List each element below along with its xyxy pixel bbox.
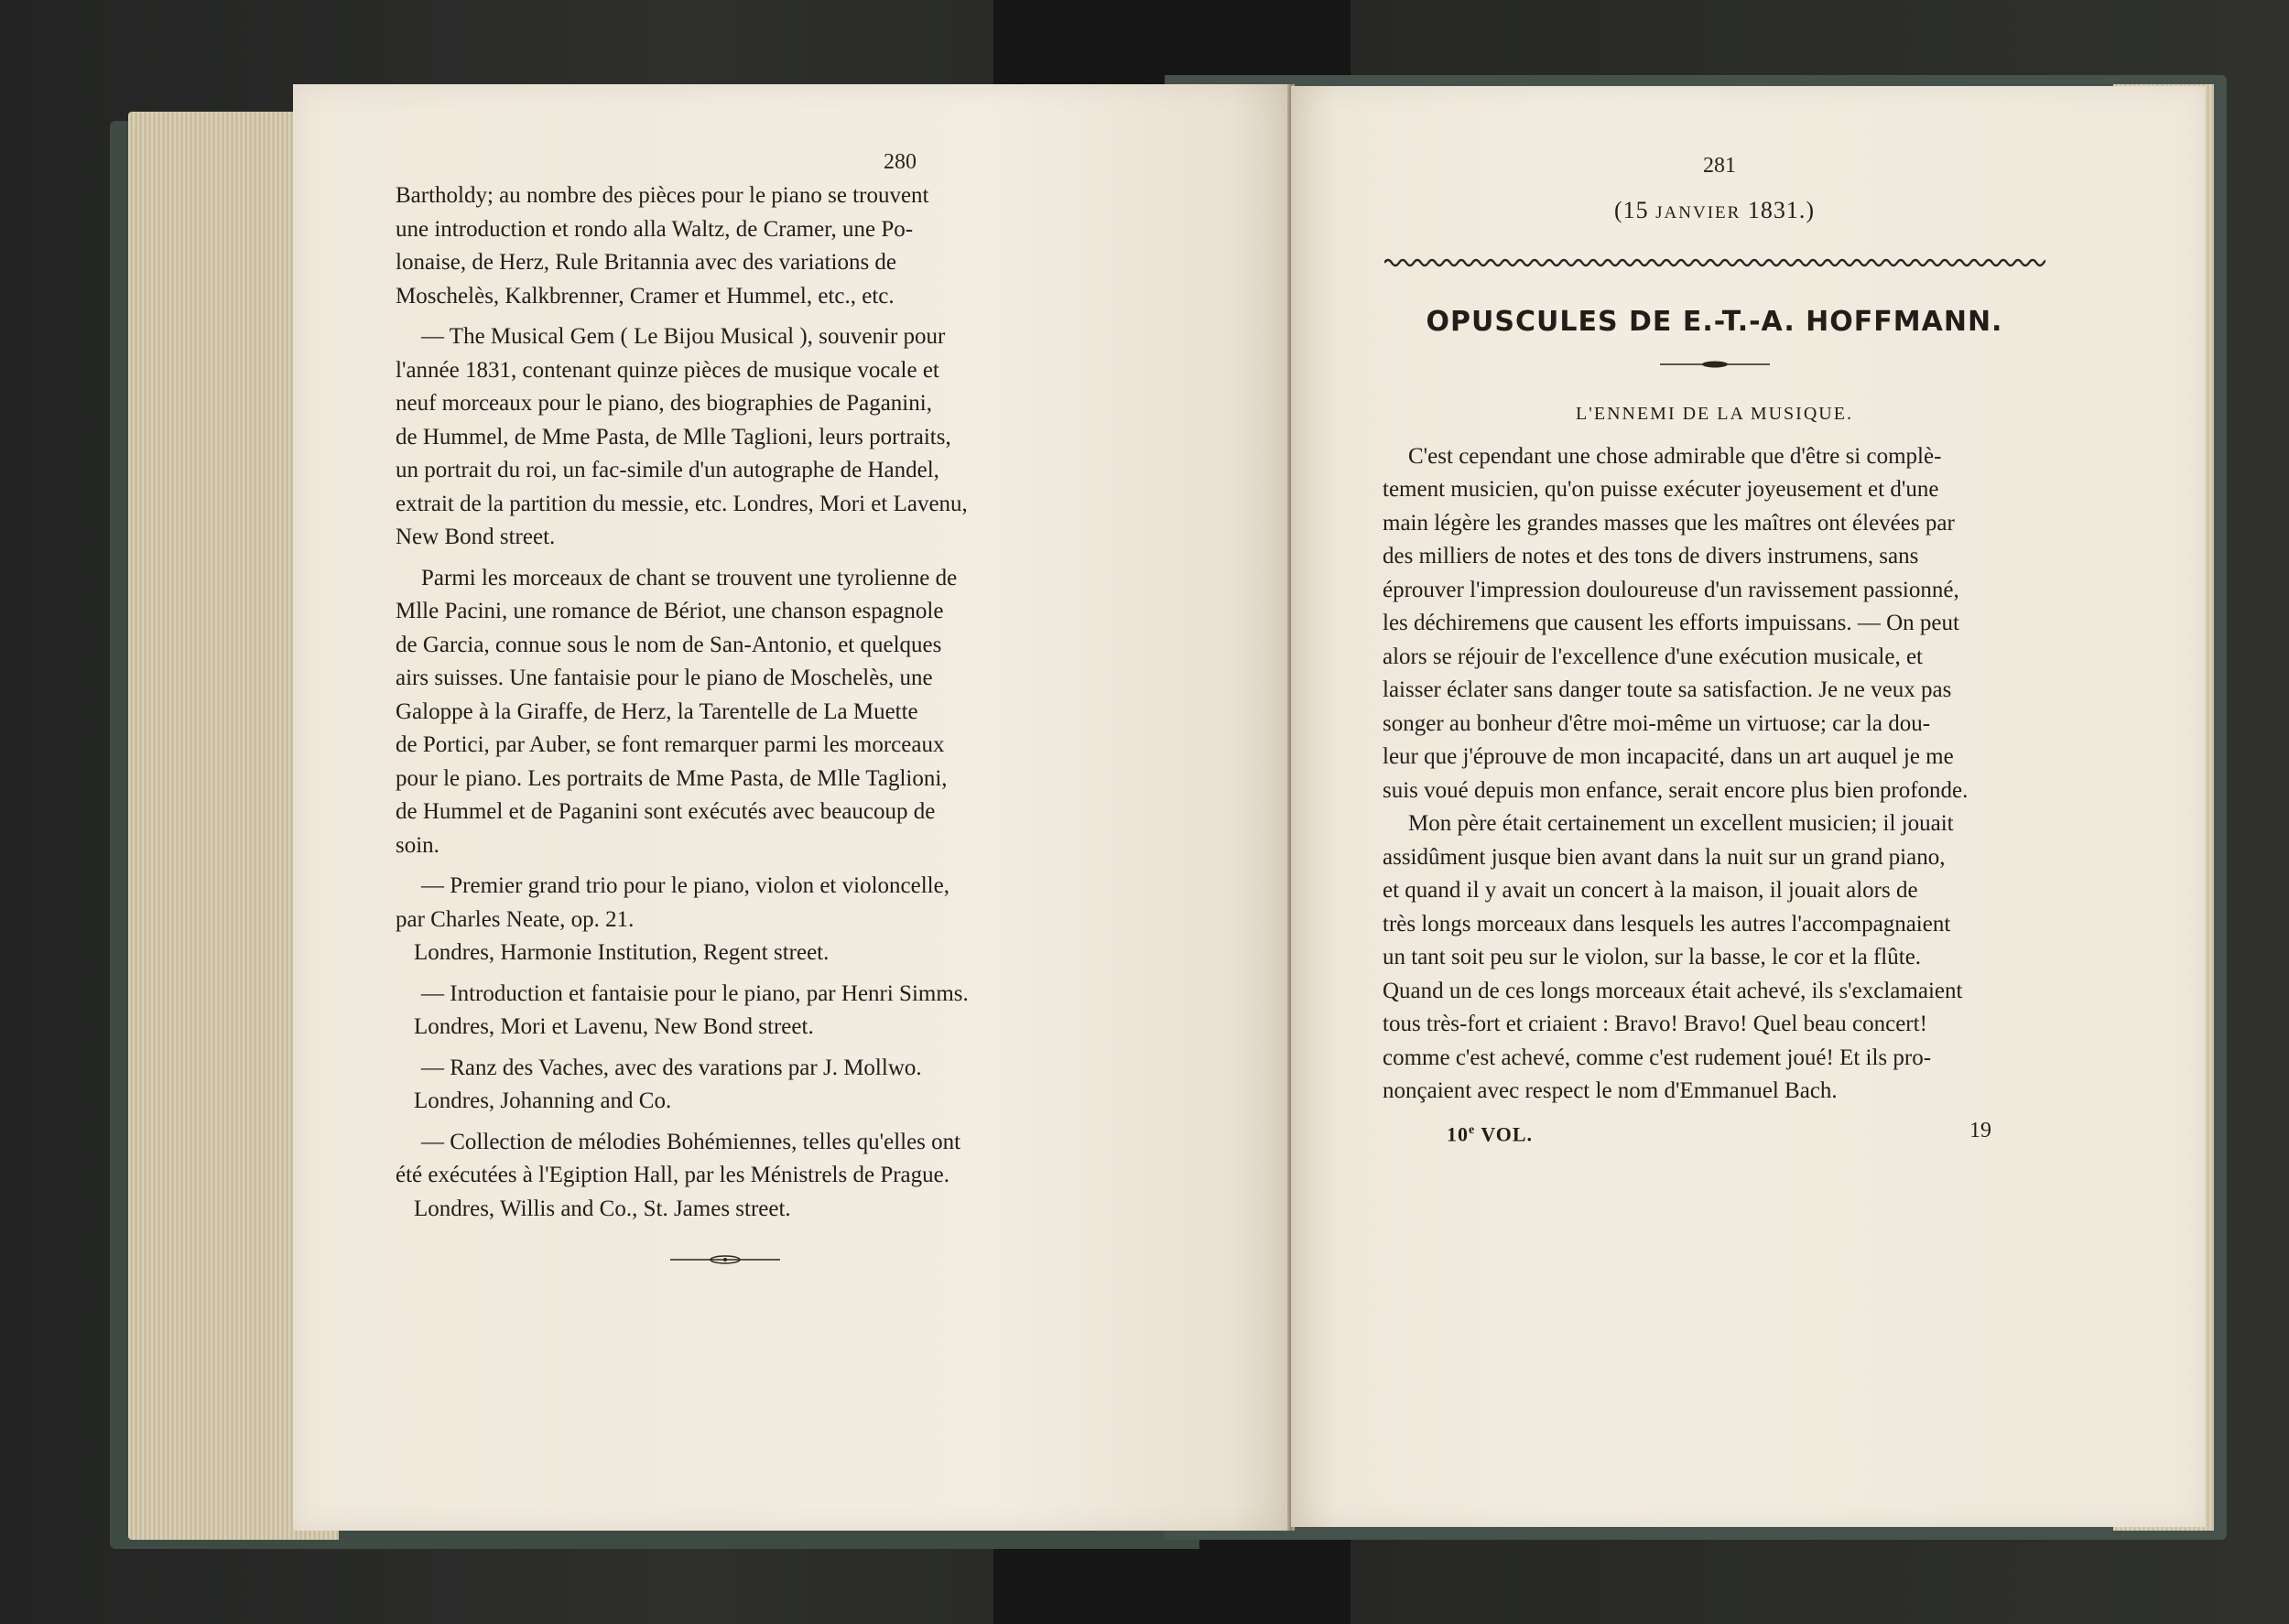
issue-date bbox=[1383, 194, 2046, 231]
left-page bbox=[293, 84, 1291, 1531]
text-line: — The Musical Gem ( Le Bijou Musical ), souvenir pour bbox=[421, 324, 946, 349]
text-line: de Portici, par Auber, se font remarquer parmi les morceaux bbox=[396, 732, 945, 757]
text-line: Bartholdy; au nombre des pièces pour le piano se trouvent bbox=[396, 183, 929, 208]
text-line: pour le piano. Les portraits de Mme Pasta, de Mlle Taglioni, bbox=[396, 765, 948, 791]
text-line: Londres, Harmonie Institution, Regent street. bbox=[414, 940, 830, 965]
text-line: l'année 1831, contenant quinze pièces de musique vocale et bbox=[396, 357, 939, 383]
text-line: New Bond street. bbox=[396, 525, 556, 549]
text-line: et quand il y avait un concert à la maison, il jouait alors de bbox=[1383, 878, 1918, 903]
paragraph-gap bbox=[396, 970, 1055, 978]
text-line: les déchiremens que causent les efforts impuissans. — On peut bbox=[1383, 611, 1959, 635]
text-line: comme c'est achevé, comme c'est rudement joué! Et ils pro- bbox=[1383, 1045, 1932, 1070]
wavy-rule bbox=[1384, 256, 2045, 269]
text-line: par Charles Neate, op. 21. bbox=[396, 906, 635, 932]
text-line: Quand un de ces longs morceaux était achevé, ils s'exclamaient bbox=[1383, 978, 1963, 1003]
open-book bbox=[110, 75, 2227, 1551]
paragraph-gap bbox=[396, 1119, 1055, 1126]
right-text-column bbox=[1383, 194, 2046, 1151]
date-open: (15 bbox=[1613, 197, 1649, 223]
text-line: Londres, Mori et Lavenu, New Bond street. bbox=[414, 1014, 814, 1039]
text-line: des milliers de notes et des tons de divers instrumens, sans bbox=[1383, 544, 1919, 568]
left-text-column bbox=[396, 179, 1055, 1266]
text-line: — Collection de mélodies Bohémiennes, telles qu'elles ont bbox=[421, 1129, 961, 1154]
text-line: très longs morceaux dans lesquels les autres l'accompagnaient bbox=[1383, 911, 1951, 937]
text-line: de Garcia, connue sous le nom de San-Antonio, et quelques bbox=[396, 632, 942, 657]
volume-ordinal: e bbox=[1469, 1122, 1476, 1137]
text-line: — Ranz des Vaches, avec des varations par J. Mollwo. bbox=[421, 1055, 922, 1080]
paragraph-gap bbox=[396, 862, 1055, 870]
text-line: de Hummel, de Mme Pasta, de Mlle Taglioni, leurs portraits, bbox=[396, 424, 951, 449]
text-line: tement musicien, qu'on puisse exécuter joyeusement et d'une bbox=[1383, 477, 1939, 502]
text-line: un portrait du roi, un fac-simile d'un autographe de Handel, bbox=[396, 458, 939, 482]
text-line: main légère les grandes masses que les maîtres ont élevées par bbox=[1383, 510, 1955, 536]
gathering-number: 19 bbox=[1969, 1118, 1991, 1142]
text-line: Moschelès, Kalkbrenner, Cramer et Hummel, etc., etc. bbox=[396, 283, 895, 309]
text-line: Mon père était certainement un excellent musicien; il jouait bbox=[1408, 811, 1954, 836]
text-line: alors se réjouir de l'excellence d'une exécution musicale, et bbox=[1383, 644, 1924, 669]
paragraph-gap bbox=[396, 1045, 1055, 1052]
text-line: éprouver l'impression douloureuse d'un ravissement passionné, bbox=[1383, 577, 1959, 602]
right-page bbox=[1291, 86, 2205, 1527]
text-line: assidûment jusque bien avant dans la nuit sur un grand piano, bbox=[1383, 844, 1946, 870]
text-line: tous très-fort et criaient : Bravo! Bravo! Quel beau concert! bbox=[1383, 1012, 1927, 1036]
text-line: été exécutées à l'Egiption Hall, par les Ménistrels de Prague. bbox=[396, 1163, 949, 1187]
signature-line bbox=[1383, 1114, 2046, 1152]
text-line: suis voué depuis mon enfance, serait encore plus bien profonde. bbox=[1383, 777, 1969, 803]
date-month: JANVIER bbox=[1655, 203, 1741, 222]
section-title: L'ENNEMI DE LA MUSIQUE. bbox=[1576, 404, 1853, 424]
text-line: airs suisses. Une fantaisie pour le piano de Moschelès, une bbox=[396, 666, 933, 690]
text-line: Galoppe à la Giraffe, de Herz, la Tarentelle de La Muette bbox=[396, 698, 918, 724]
text-line: neuf morceaux pour le piano, des biographies de Paganini, bbox=[396, 391, 932, 416]
text-line: une introduction et rondo alla Waltz, de Cramer, une Po- bbox=[396, 216, 914, 242]
text-line: extrait de la partition du messie, etc. Londres, Mori et Lavenu, bbox=[396, 491, 968, 516]
text-line: laisser éclater sans danger toute sa satisfaction. Je ne veux pas bbox=[1383, 677, 1952, 702]
text-line: de Hummel et de Paganini sont exécutés avec beaucoup de bbox=[396, 799, 936, 824]
page-number: 281 bbox=[1703, 154, 1736, 178]
text-line: un tant soit peu sur le violon, sur la basse, le cor et la flûte. bbox=[1383, 945, 1922, 969]
volume-signature bbox=[1447, 1114, 1533, 1152]
article-body bbox=[1383, 440, 2046, 1109]
volume-label: VOL. bbox=[1475, 1121, 1534, 1145]
bottom-shadow bbox=[993, 1538, 1351, 1624]
paragraph-gap bbox=[396, 555, 1055, 562]
date-close: 1831.) bbox=[1747, 197, 1815, 223]
text-line: songer au bonheur d'être moi-même un virtuose; car la dou- bbox=[1383, 710, 1931, 736]
text-line: Londres, Willis and Co., St. James street. bbox=[414, 1196, 791, 1221]
text-line: nonçaient avec respect le nom d'Emmanuel Bach. bbox=[1383, 1078, 1838, 1103]
text-line: — Premier grand trio pour le piano, violon et violoncelle, bbox=[421, 873, 949, 898]
text-line: C'est cependant une chose admirable que d'être si complè- bbox=[1408, 443, 1942, 469]
text-line: Parmi les morceaux de chant se trouvent une tyrolienne de bbox=[421, 565, 958, 590]
text-line: Mlle Pacini, une romance de Bériot, une chanson espagnole bbox=[396, 599, 944, 623]
page-number: 280 bbox=[884, 150, 917, 174]
text-line: lonaise, de Herz, Rule Britannia avec des variations de bbox=[396, 250, 897, 275]
paragraph-gap bbox=[396, 313, 1055, 320]
article-title: OPUSCULES DE E.-T.-A. HOFFMANN. bbox=[1426, 305, 2003, 338]
ornament-divider bbox=[1660, 359, 1770, 370]
volume-number: 10 bbox=[1447, 1121, 1469, 1145]
text-line: — Introduction et fantaisie pour le piano, par Henri Simms. bbox=[421, 980, 969, 1006]
text-line: Londres, Johanning and Co. bbox=[414, 1088, 672, 1113]
end-ornament bbox=[670, 1253, 780, 1266]
text-line: leur que j'éprouve de mon incapacité, dans un art auquel je me bbox=[1383, 744, 1954, 769]
text-line: soin. bbox=[396, 832, 439, 858]
